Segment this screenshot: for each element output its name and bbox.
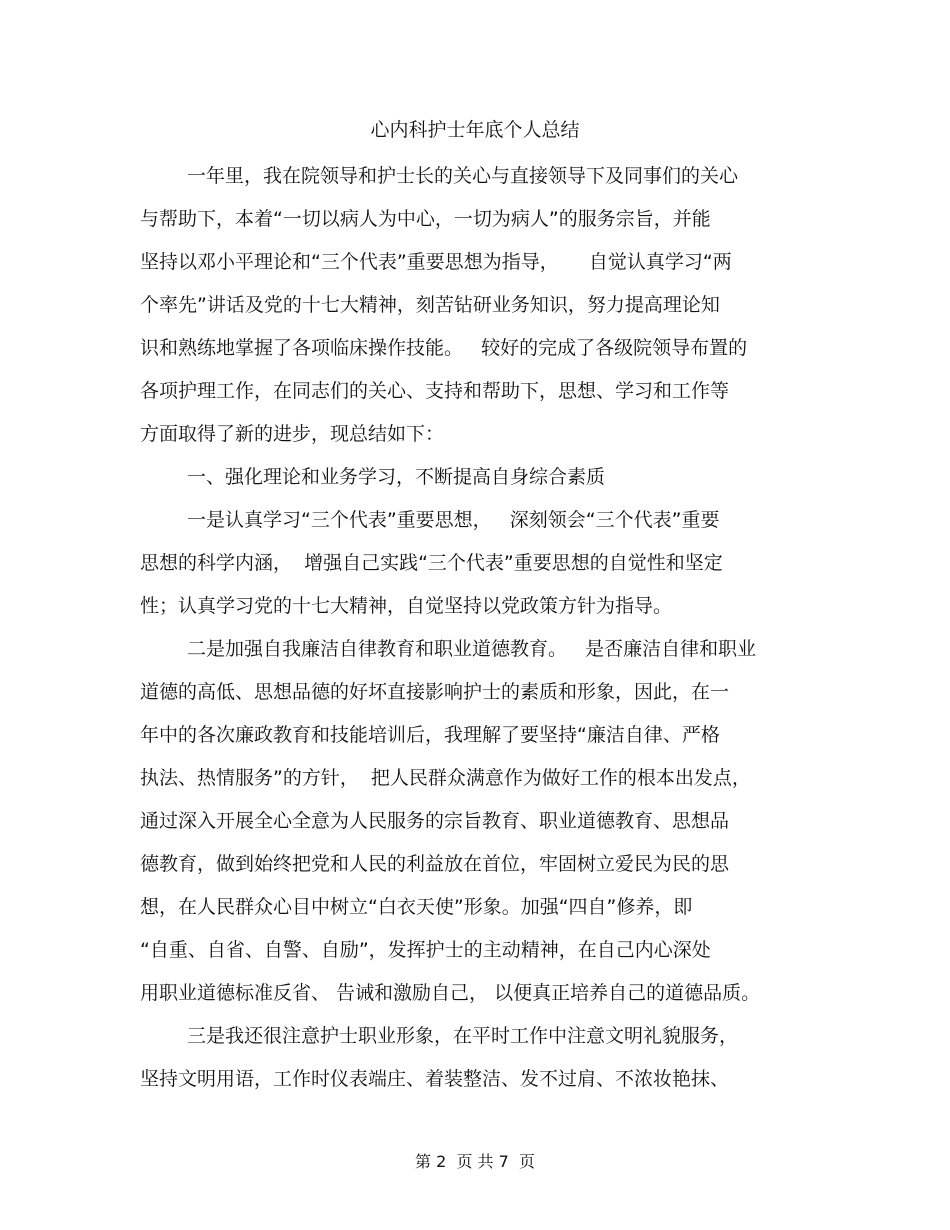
paragraph-line: 执法、热情服务”的方针， 把人民群众满意作为做好工作的根本出发点，: [140, 767, 751, 789]
paragraph-line: 道德的高低、思想品德的好坏直接影响护士的素质和形象，因此，在一: [140, 681, 730, 703]
paragraph-line: 各项护理工作，在同志们的关心、支持和帮助下，思想、学习和工作等: [140, 380, 730, 402]
paragraph-line: 德教育，做到始终把党和人民的利益放在首位，牢固树立爱民为民的思: [140, 853, 730, 875]
paragraph-line: 用职业道德标准反省、 告诫和激励自己， 以便真正培养自己的道德品质。: [140, 982, 761, 1004]
paragraph-line: “自重、自省、自警、自励”，发挥护士的主动精神，在自己内心深处: [140, 939, 711, 961]
paragraph-line: 年中的各次廉政教育和技能培训后，我理解了要坚持“廉洁自律、严格: [140, 724, 720, 746]
paragraph-line: 一是认真学习“三个代表”重要思想， 深刻领会“三个代表”重要: [187, 509, 720, 531]
paragraph-line: 二是加强自我廉洁自律教育和职业道德教育。 是否廉洁自律和职业: [187, 638, 757, 660]
paragraph-line: 方面取得了新的进步，现总结如下：: [140, 423, 445, 445]
paragraph-line: 个率先”讲话及党的十七大精神，刻苦钻研业务知识，努力提高理论知: [140, 294, 720, 316]
paragraph-line: 三是我还很注意护士职业形象，在平时工作中注意文明礼貌服务，: [187, 1025, 739, 1047]
section-heading: 一、强化理论和业务学习，不断提高自身综合素质: [187, 466, 606, 488]
paragraph-line: 性；认真学习党的十七大精神，自觉坚持以党政策方针为指导。: [140, 595, 673, 617]
paragraph-line: 识和熟练地掌握了各项临床操作技能。 较好的完成了各级院领导布置的: [140, 337, 748, 359]
paragraph-line: 与帮助下，本着“一切以病人为中心，一切为病人”的服务宗旨，并能: [140, 208, 711, 230]
page-footer: 第 2 页 共 7 页: [415, 1152, 535, 1171]
paragraph-line: 坚持以邓小平理论和“三个代表”重要思想为指导， 自觉认真学习“两: [140, 251, 732, 273]
paragraph-line: 通过深入开展全心全意为人民服务的宗旨教育、职业道德教育、思想品: [140, 810, 730, 832]
paragraph-line: 想，在人民群众心目中树立“白衣天使”形象。加强“四自”修养，即: [140, 896, 693, 918]
document-title: 心内科护士年底个人总结: [370, 119, 580, 141]
paragraph-line: 思想的科学内涵， 增强自己实践“三个代表”重要思想的自觉性和坚定: [140, 552, 723, 574]
paragraph-line: 坚持文明用语，工作时仪表端庄、着装整洁、发不过肩、不浓妆艳抹、: [140, 1068, 730, 1090]
paragraph-line: 一年里，我在院领导和护士长的关心与直接领导下及同事们的关心: [187, 165, 739, 187]
